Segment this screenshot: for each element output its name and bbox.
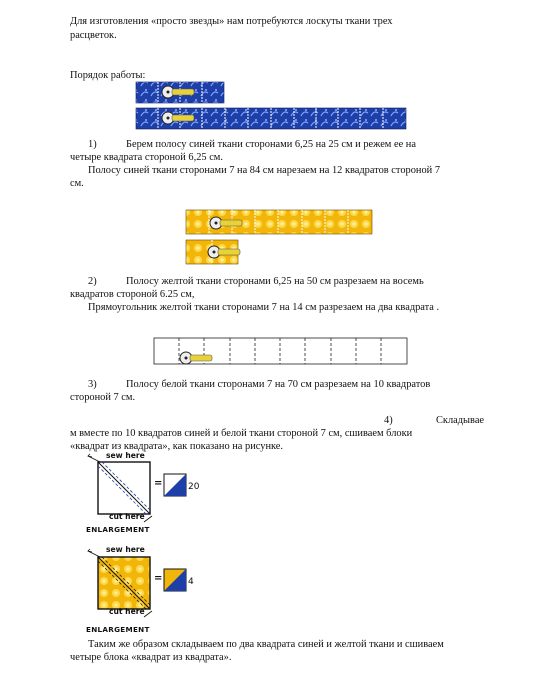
- step-2-number: 2): [88, 276, 97, 287]
- yellow-count: 4: [188, 577, 194, 587]
- step-1-number: 1): [88, 139, 97, 150]
- cut-here-label: cut here: [109, 512, 145, 521]
- blue-strip-figure: [0, 78, 535, 138]
- step-1-line-1: 1) Берем полосу синей ткани сторонами 6,25 на 25 см и режем ее на: [70, 138, 416, 151]
- blue-white-square-figure: [86, 456, 216, 536]
- sew-here-label: sew here: [106, 545, 145, 554]
- sew-here-label: sew here: [106, 451, 145, 460]
- blue-yellow-square-figure: [86, 551, 216, 631]
- equals-sign: =: [154, 573, 163, 584]
- blue-count: 20: [188, 482, 200, 492]
- step-1-line-2: четыре квадрата стороной 6,25 см.: [70, 152, 223, 163]
- step-4-number: 4): [384, 415, 393, 426]
- step-3-line-1: 3) Полосу белой ткани сторонами 7 на 70 см разрезаем на 10 квадратов: [70, 378, 430, 391]
- white-strip-figure: [0, 336, 535, 370]
- enlargement-caption: ENLARGEMENT: [86, 525, 150, 534]
- step-2-line-1: 2) Полосу желтой ткани сторонами 6,25 на 50 см разрезаем на восемь: [70, 275, 424, 288]
- step-3-number: 3): [88, 379, 97, 390]
- step-2-line-3: Прямоугольник желтой ткани сторонами 7 на 14 см разрезаем на два квадрата .: [88, 302, 440, 313]
- cut-here-label: cut here: [109, 607, 145, 616]
- order-heading: Порядок работы:: [70, 70, 146, 81]
- step-1-line-4: см.: [70, 178, 84, 189]
- yellow-strip-figure: [0, 206, 535, 266]
- enlargement-caption: ENLARGEMENT: [86, 625, 150, 634]
- step-1-line-3: Полосу синей ткани сторонами 7 на 84 см нарезаем на 12 квадратов стороной 7: [88, 165, 441, 176]
- step-4-line-2: м вместе по 10 квадратов синей и белой ткани стороной 7 см, сшиваем блоки: [70, 428, 413, 439]
- step-4-line-1-end: Складывае: [436, 415, 485, 426]
- step-4-line-3: «квадрат из квадрата», как показано на рисунке.: [70, 441, 284, 452]
- equals-sign: =: [154, 478, 163, 489]
- intro-line-1: Для изготовления «просто звезды» нам потребуются лоскуты ткани трех: [70, 16, 393, 27]
- intro-line-2: расцветок.: [70, 30, 117, 41]
- step-2-line-2: квадратов стороной 6.25 см,: [70, 289, 195, 300]
- final-line-2: четыре блока «квадрат из квадрата».: [70, 652, 232, 663]
- step-3-line-2: стороной 7 см.: [70, 392, 136, 403]
- final-line-1: Таким же образом складываем по два квадрата синей и желтой ткани и сшиваем: [88, 639, 444, 650]
